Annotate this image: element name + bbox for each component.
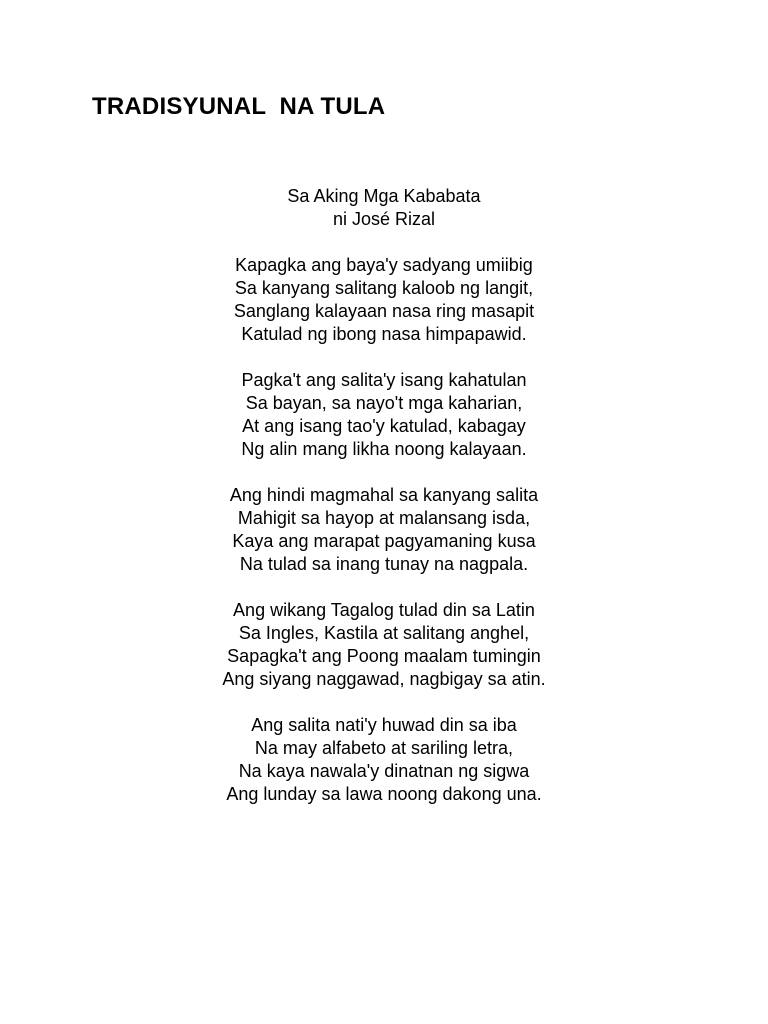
poem-line: Pagka't ang salita'y isang kahatulan <box>241 370 527 390</box>
stanza-5 <box>0 714 768 806</box>
poem-line: Na kaya nawala'y dinatnan ng sigwa <box>238 761 530 781</box>
poem-line: Katulad ng ibong nasa himpapawid. <box>241 324 527 344</box>
poem-line: Ang siyang naggawad, nagbigay sa atin. <box>222 669 546 689</box>
poem-line: At ang isang tao'y katulad, kabagay <box>242 416 526 436</box>
poem-line: Sa Ingles, Kastila at salitang anghel, <box>238 623 530 643</box>
poem-line: Sapagka't ang Poong maalam tumingin <box>227 646 541 666</box>
poem-author: ni José Rizal <box>332 209 436 229</box>
poem-line: Mahigit sa hayop at malansang isda, <box>237 508 531 528</box>
poem-line: Kapagka ang baya'y sadyang umiibig <box>235 255 533 275</box>
poem-line: Sa bayan, sa nayo't mga kaharian, <box>245 393 523 413</box>
poem-line: Ang wikang Tagalog tulad din sa Latin <box>233 600 535 620</box>
stanza-1 <box>0 254 768 346</box>
stanza-4 <box>0 599 768 691</box>
poem-line: Na may alfabeto at sariling letra, <box>254 738 514 758</box>
poem-line: Ang lunday sa lawa noong dakong una. <box>226 784 542 804</box>
poem-line: Ang salita nati'y huwad din sa iba <box>251 715 517 735</box>
poem-title: Sa Aking Mga Kababata <box>287 186 481 206</box>
poem-line: Ng alin mang likha noong kalayaan. <box>241 439 527 459</box>
poem-line: Ang hindi magmahal sa kanyang salita <box>229 485 539 505</box>
poem <box>0 185 768 829</box>
page-heading: TRADISYUNAL NA TULA <box>92 93 386 120</box>
poem-line: Sanglang kalayaan nasa ring masapit <box>233 301 535 321</box>
stanza-3 <box>0 484 768 576</box>
poem-line: Sa kanyang salitang kaloob ng langit, <box>234 278 534 298</box>
poem-line: Kaya ang marapat pagyamaning kusa <box>232 531 536 551</box>
poem-line: Na tulad sa inang tunay na nagpala. <box>239 554 529 574</box>
stanza-2 <box>0 369 768 461</box>
poem-title-block <box>0 185 768 231</box>
